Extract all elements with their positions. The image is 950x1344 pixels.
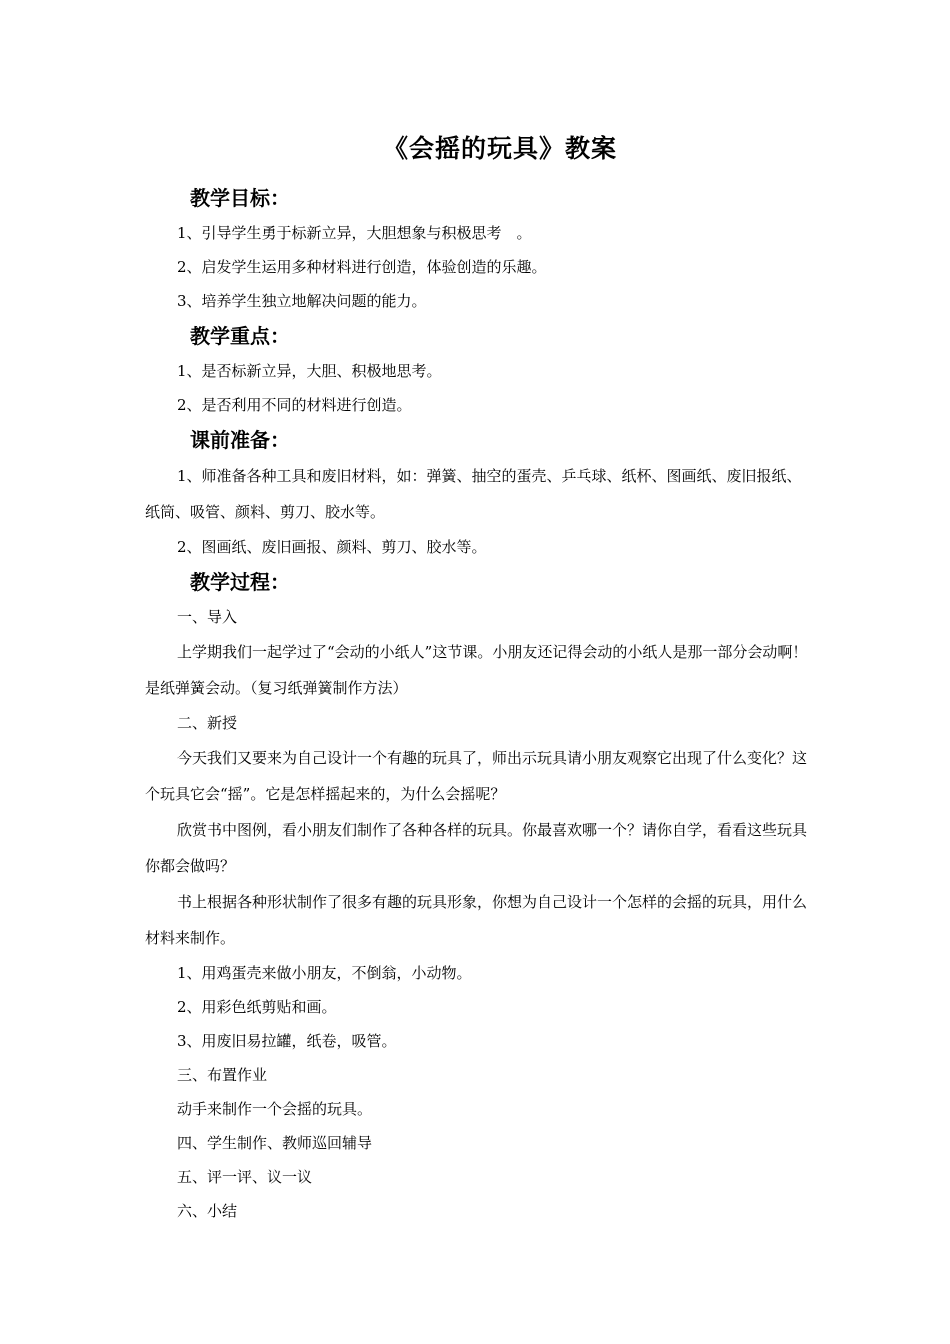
section-heading-preparation: 课前准备：	[190, 428, 290, 452]
section-heading-key-points: 教学重点：	[190, 324, 290, 348]
paragraph: 四、学生制作、教师巡回辅导	[177, 1134, 373, 1152]
paragraph: 2、用彩色纸剪贴和画。	[177, 998, 337, 1016]
paragraph: 欣赏书中图例，看小朋友们制作了各种各样的玩具。你最喜欢哪一个？请你自学，看看这些玩具你都会做吗？	[145, 821, 808, 875]
paragraph: 3、用废旧易拉罐，纸卷，吸管。	[177, 1032, 397, 1050]
paragraph: 1、是否标新立异，大胆、积极地思考。	[177, 362, 442, 380]
paragraph: 一、导入	[177, 608, 238, 626]
paragraph: 2、是否利用不同的材料进行创造。	[177, 396, 412, 414]
paragraph: 三、布置作业	[177, 1066, 268, 1084]
document-body	[145, 180, 815, 1228]
paragraph: 3、培养学生独立地解决问题的能力。	[177, 292, 427, 310]
document-title: 《会摇的玩具》教案	[382, 134, 617, 163]
paragraph: 今天我们又要来为自己设计一个有趣的玩具了，师出示玩具请小朋友观察它出现了什么变化？这个玩具它会“摇”。它是怎样摇起来的，为什么会摇呢？	[145, 749, 808, 803]
paragraph: 1、引导学生勇于标新立异，大胆想象与积极思考 。	[177, 224, 532, 242]
paragraph: 2、图画纸、废旧画报、颜料、剪刀、胶水等。	[177, 538, 487, 556]
paragraph: 动手来制作一个会摇的玩具。	[177, 1100, 373, 1118]
paragraph: 二、新授	[177, 714, 238, 732]
paragraph: 1、师准备各种工具和废旧材料，如：弹簧、抽空的蛋壳、乒乓球、纸杯、图画纸、废旧报纸、纸筒、吸管、颜料、剪刀、胶水等。	[145, 467, 802, 521]
paragraph: 书上根据各种形状制作了很多有趣的玩具形象，你想为自己设计一个怎样的会摇的玩具，用什么材料来制作。	[145, 893, 808, 947]
paragraph: 六、小结	[177, 1202, 238, 1220]
section-heading-process: 教学过程：	[190, 570, 290, 594]
paragraph: 2、启发学生运用多种材料进行创造，体验创造的乐趣。	[177, 258, 547, 276]
section-heading-objectives: 教学目标：	[190, 186, 290, 210]
paragraph: 五、评一评、议一议	[177, 1168, 313, 1186]
paragraph: 1、用鸡蛋壳来做小朋友，不倒翁，小动物。	[177, 964, 472, 982]
paragraph: 上学期我们一起学过了“会动的小纸人”这节课。小朋友还记得会动的小纸人是那一部分会动啊！是纸弹簧会动。（复习纸弹簧制作方法）	[145, 643, 808, 697]
